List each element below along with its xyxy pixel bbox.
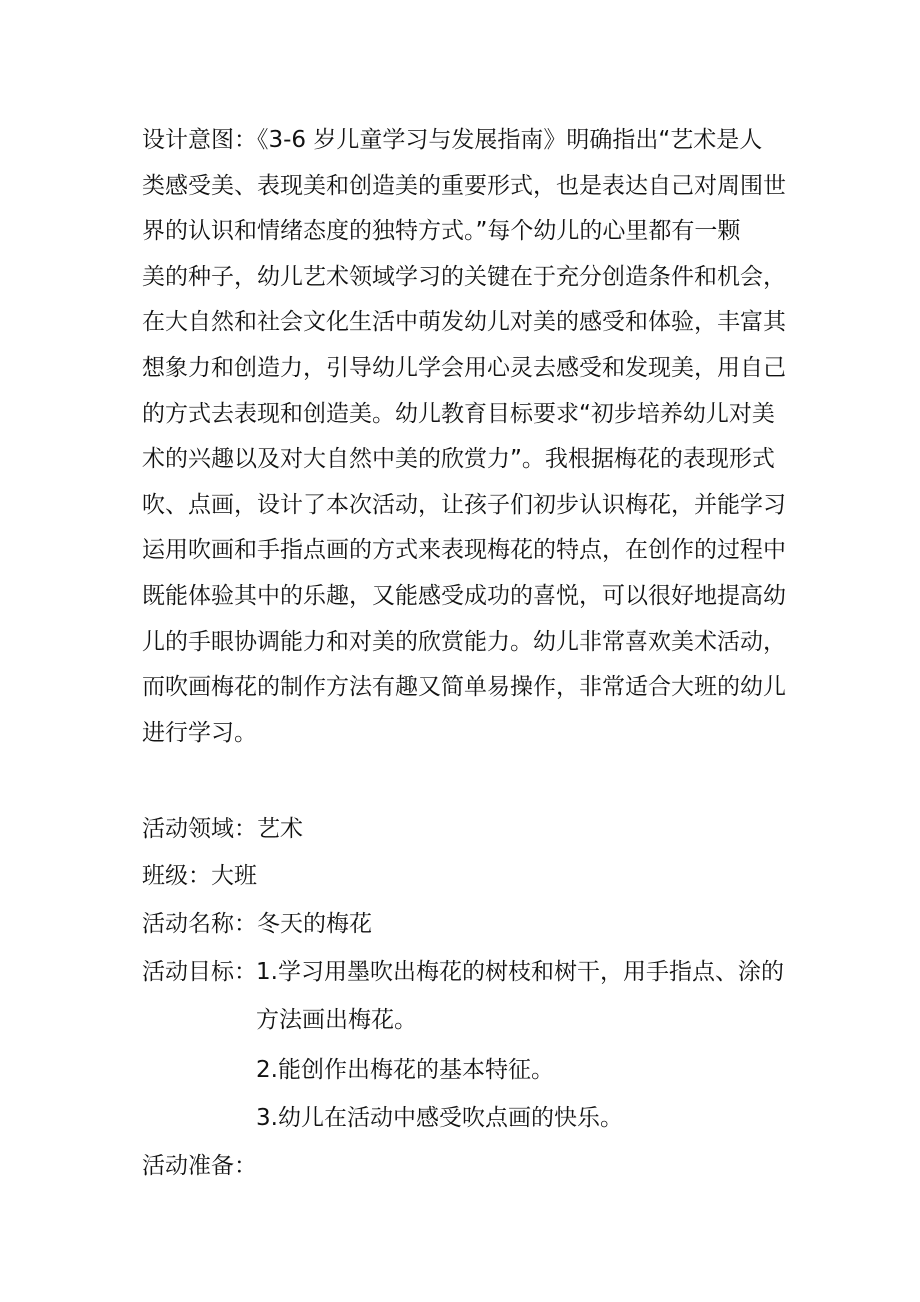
- goal-item-3: 3.幼儿在活动中感受吹点画的快乐。: [256, 1105, 623, 1131]
- paragraph-line: 想象力和创造力，引导幼儿学会用心灵去感受和发现美，用自己: [142, 354, 786, 381]
- paragraph-line: 而吹画梅花的制作方法有趣又简单易操作，非常适合大班的幼儿: [142, 674, 786, 701]
- paragraph-line: 儿的手眼协调能力和对美的欣赏能力。幼儿非常喜欢美术活动，: [142, 628, 786, 655]
- paragraph-line: 的方式去表现和创造美。幼儿教育目标要求“初步培养幼儿对美: [142, 400, 775, 427]
- paragraph-line: 美的种子，幼儿艺术领域学习的关键在于充分创造条件和机会，: [142, 263, 786, 290]
- activity-preparation: 活动准备：: [142, 1153, 257, 1179]
- paragraph-line: 类感受美、表现美和创造美的重要形式，也是表达自己对周围世: [142, 172, 786, 199]
- paragraph-line: 在大自然和社会文化生活中萌发幼儿对美的感受和体验，丰富其: [142, 309, 786, 336]
- paragraph-line: 进行学习。: [142, 719, 257, 746]
- paragraph-line: 界的认识和情绪态度的独特方式。”每个幼儿的心里都有一颗: [142, 218, 741, 245]
- goals-label: 活动目标：: [142, 959, 257, 985]
- paragraph-line: 既能体验其中的乐趣，又能感受成功的喜悦，可以很好地提高幼: [142, 582, 786, 609]
- class-level: 班级：大班: [142, 863, 257, 889]
- activity-domain: 活动领域：艺术: [142, 816, 303, 842]
- paragraph-line: 吹、点画，设计了本次活动，让孩子们初步认识梅花，并能学习: [142, 491, 786, 518]
- design-intent-paragraph: [142, 118, 786, 756]
- activity-name: 活动名称：冬天的梅花: [142, 911, 372, 937]
- paragraph-line: 运用吹画和手指点画的方式来表现梅花的特点，在创作的过程中: [142, 537, 786, 564]
- goal-item-1: 1.学习用墨吹出梅花的树枝和树干，用手指点、涂的: [256, 959, 784, 985]
- goal-item-1-continued: 方法画出梅花。: [256, 1007, 417, 1033]
- goal-item-2: 2.能创作出梅花的基本特征。: [256, 1057, 554, 1083]
- paragraph-line: 设计意图：《3-6 岁儿童学习与发展指南》明确指出“艺术是人: [142, 127, 763, 153]
- paragraph-line: 术的兴趣以及对大自然中美的欣赏力”。我根据梅花的表现形式: [142, 446, 775, 473]
